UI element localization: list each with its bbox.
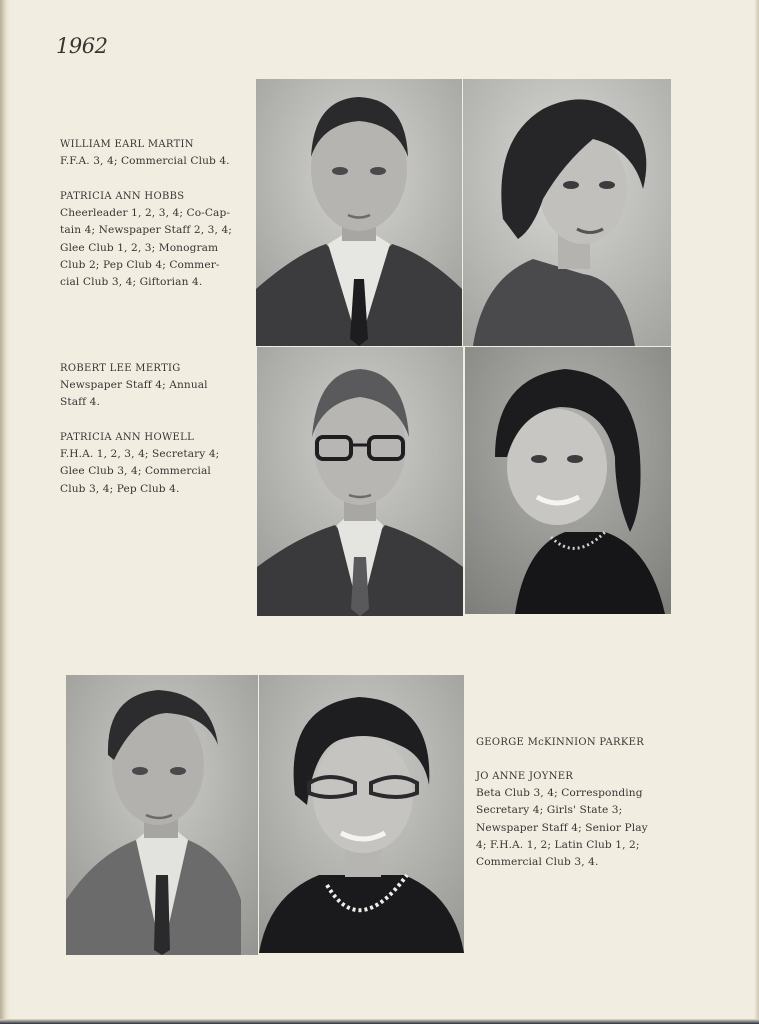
activity-line: Newspaper Staff 4; Annual [60, 379, 208, 392]
activity-line: tain 4; Newspaper Staff 2, 3, 4; [60, 224, 232, 237]
portrait-jo-anne-joyner [259, 675, 464, 953]
activity-line: Cheerleader 1, 2, 3, 4; Co-Cap- [60, 207, 231, 220]
portrait-robert-lee-mertig [257, 347, 463, 616]
activity-line: F.H.A. 1, 2, 3, 4; Secretary 4; [60, 448, 220, 461]
activity-line: Newspaper Staff 4; Senior Play [476, 821, 648, 834]
page-bottom-edge [0, 1019, 759, 1024]
portrait-patricia-ann-hobbs [463, 79, 671, 346]
activity-line: Club 3, 4; Pep Club 4. [60, 482, 180, 495]
student-name: GEORGE McKINNION PARKER [476, 737, 645, 748]
student-name: ROBERT LEE MERTIG [60, 363, 181, 374]
activity-line: Glee Club 3, 4; Commercial [60, 465, 211, 478]
activity-line: Secretary 4; Girls' State 3; [476, 804, 623, 817]
activity-line: F.F.A. 3, 4; Commercial Club 4. [60, 155, 230, 168]
activity-line: Beta Club 3, 4; Corresponding [476, 787, 643, 800]
caption-george-mckinnion-parker [476, 734, 644, 751]
activity-line: Glee Club 1, 2, 3; Monogram [60, 241, 219, 254]
portrait-patricia-ann-howell [465, 347, 671, 614]
activity-line: Staff 4. [60, 396, 100, 409]
portrait-george-mckinnion-parker [66, 675, 258, 955]
page-binding-edge [0, 0, 10, 1024]
portrait-william-earl-martin [256, 79, 462, 346]
activity-line: Club 2; Pep Club 4; Commer- [60, 258, 220, 271]
activity-line: Commercial Club 3, 4. [476, 856, 599, 869]
page-right-edge [754, 0, 759, 1024]
student-name: JO ANNE JOYNER [476, 771, 574, 782]
caption-patricia-ann-hobbs [60, 188, 232, 291]
activity-line: 4; F.H.A. 1, 2; Latin Club 1, 2; [476, 838, 640, 851]
student-name: PATRICIA ANN HOWELL [60, 432, 195, 443]
caption-robert-lee-mertig [60, 360, 208, 412]
caption-william-earl-martin [60, 136, 230, 170]
page-year: 1962 [56, 34, 108, 58]
caption-jo-anne-joyner [476, 768, 648, 871]
caption-patricia-ann-howell [60, 429, 219, 498]
student-name: PATRICIA ANN HOBBS [60, 191, 185, 202]
activity-line: cial Club 3, 4; Giftorian 4. [60, 276, 203, 289]
student-name: WILLIAM EARL MARTIN [60, 139, 194, 150]
